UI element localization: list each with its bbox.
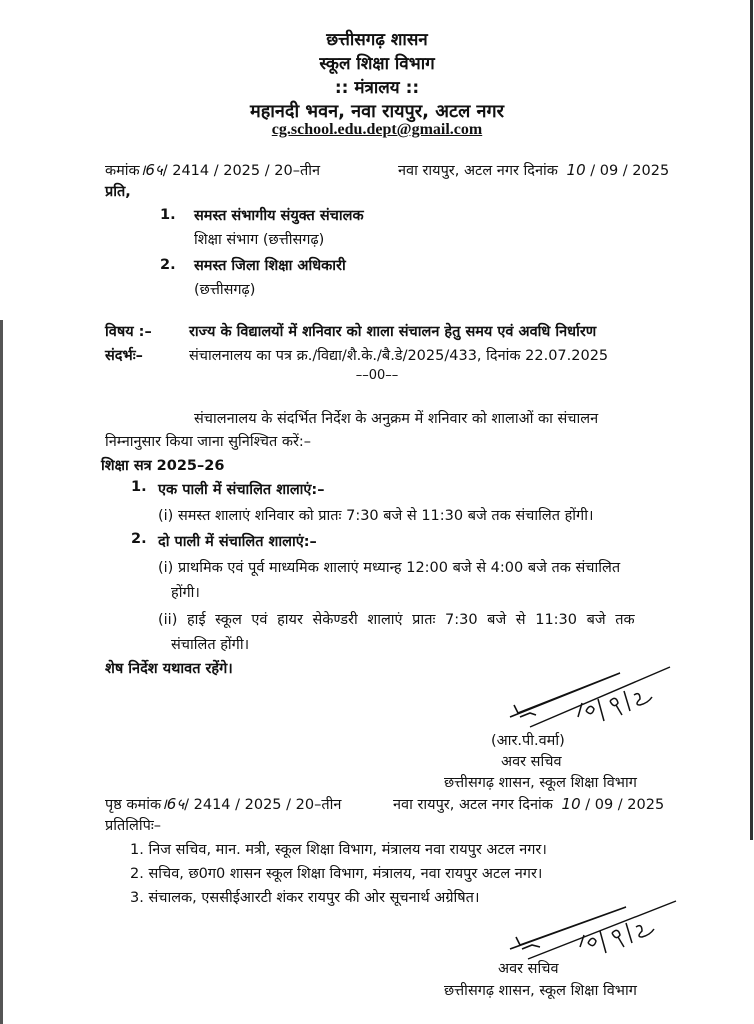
copy-text: निज सचिव, मान. मत्री, स्कूल शिक्षा विभाग, मंत्रालय नवा रायपुर अटल नगर। [148, 842, 547, 858]
prati-label: प्रति, [105, 184, 131, 200]
item-text: समस्त शालाएं शनिवार को प्रातः 7:30 बजे से 11:30 बजे तक संचालित होंगी। [177, 508, 594, 524]
reference-date [398, 160, 669, 180]
endorsement-date [393, 794, 664, 814]
copy-item-1 [130, 839, 547, 859]
endorsement-kramank-label: पृष्ठ कमांक [105, 797, 162, 813]
section-2-item-1-cont: होंगी। [171, 585, 200, 601]
endorsement-date-handwritten: 10 [561, 795, 581, 813]
signature-2 [500, 895, 680, 965]
sandarbh-label: संदर्भः– [105, 348, 143, 364]
closing-note: शेष निर्देश यथावत रहेंगे। [105, 661, 233, 677]
kramank-label: कमांक [105, 163, 140, 179]
signatory-2-office: छत्तीसगढ़ शासन, स्कूल शिक्षा विभाग [444, 983, 637, 999]
date-rest: / 09 / 2025 [590, 163, 670, 179]
item-text: प्राथमिक एवं पूर्व माध्यमिक शालाएं मध्यान्ह 12:00 बजे से 4:00 बजे तक संचालित [177, 560, 621, 576]
letterhead-ministry: :: मंत्रालय :: [334, 78, 420, 98]
recipient-2-title: समस्त जिला शिक्षा अधिकारी [194, 258, 346, 274]
sandarbh-text: संचालनालय का पत्र क्र./विद्या/शै.के./बै.डे/2025/433, दिनांक 22.07.2025 [189, 348, 609, 364]
subject-text: राज्य के विद्यालयों में शनिवार को शाला संचालन हेतु समय एवं अवधि निर्धारण [189, 324, 597, 340]
place-date-label: नवा रायपुर, अटल नगर दिनांक [398, 163, 558, 179]
body-paragraph-line1: संचालनालय के संदर्भित निर्देश के अनुक्रम में शनिवार को शालाओं का संचालन [194, 411, 599, 427]
signatory-office: छत्तीसगढ़ शासन, स्कूल शिक्षा विभाग [444, 775, 637, 791]
separator: ––00–– [355, 368, 399, 383]
body-paragraph-line2: निम्नानुसार किया जाना सुनिश्चित करें:– [105, 434, 312, 450]
copy-number: 1. [130, 842, 144, 858]
date-handwritten: 10 [566, 161, 586, 179]
section-2-title: दो पाली में संचालित शालाएं:– [158, 534, 317, 550]
copy-number: 2. [130, 866, 144, 882]
section-2-item-2 [158, 609, 635, 629]
section-1-title: एक पाली में संचालित शालाएं:– [158, 482, 325, 498]
scan-edge-left [0, 320, 3, 1024]
endorsement-place-date-label: नवा रायपुर, अटल नगर दिनांक [393, 797, 553, 813]
letterhead-email[interactable]: cg.school.edu.dept@gmail.com [271, 121, 483, 138]
endorsement-date-rest: / 09 / 2025 [585, 797, 665, 813]
copy-text: सचिव, छ0ग0 शासन स्कूल शिक्षा विभाग, मंत्रालय, नवा रायपुर अटल नगर। [148, 866, 543, 882]
copy-text: संचालक, एससीईआरटी शंकर रायपुर की ओर सूचनार्थ अग्रेषित। [148, 890, 480, 906]
signatory-name: (आर.पी.वर्मा) [491, 733, 565, 749]
recipient-1-subtitle: शिक्षा संभाग (छत्तीसगढ़) [194, 232, 325, 248]
session-heading: शिक्षा सत्र 2025–26 [101, 458, 225, 474]
recipient-2-number: 2. [160, 257, 176, 273]
signature-1 [500, 665, 680, 735]
copy-item-2 [130, 863, 542, 883]
section-2-item-1 [158, 557, 620, 577]
letterhead-government: छत्तीसगढ़ शासन [326, 30, 428, 50]
recipient-1-number: 1. [160, 207, 176, 223]
kramank-number: / 2414 / 2025 / 20–तीन [162, 163, 321, 179]
endorsement-kramank-number: / 2414 / 2025 / 20–तीन [184, 797, 342, 813]
kramank-handwritten: ।6५ [139, 161, 163, 179]
item-index: (i) [158, 508, 174, 524]
item-text: हाई स्कूल एवं हायर सेकेण्डरी शालाएं प्रातः 7:30 बजे से 11:30 बजे तक [186, 612, 635, 628]
item-index: (i) [158, 560, 174, 576]
endorsement-number [105, 794, 341, 814]
recipient-1-title: समस्त संभागीय संयुक्त संचालक [194, 208, 364, 224]
copy-item-3 [130, 887, 479, 907]
signatory-designation: अवर सचिव [501, 754, 562, 770]
letterhead-department: स्कूल शिक्षा विभाग [319, 54, 435, 74]
copy-number: 3. [130, 890, 144, 906]
section-2-number: 2. [131, 531, 147, 547]
endorsement-kramank-handwritten: ।6५ [161, 795, 185, 813]
section-1-item-1 [158, 505, 593, 525]
reference-number [105, 160, 320, 180]
letterhead-address: महानदी भवन, नवा रायपुर, अटल नगर [249, 101, 505, 122]
section-2-item-2-cont: संचालित होंगी। [171, 637, 250, 653]
copy-label: प्रतिलिपिः– [105, 818, 162, 834]
recipient-2-subtitle: (छत्तीसगढ़) [194, 282, 256, 298]
section-1-number: 1. [131, 479, 147, 495]
item-index: (ii) [158, 612, 178, 628]
signatory-2-designation: अवर सचिव [498, 961, 559, 977]
subject-label: विषय :– [105, 324, 152, 340]
